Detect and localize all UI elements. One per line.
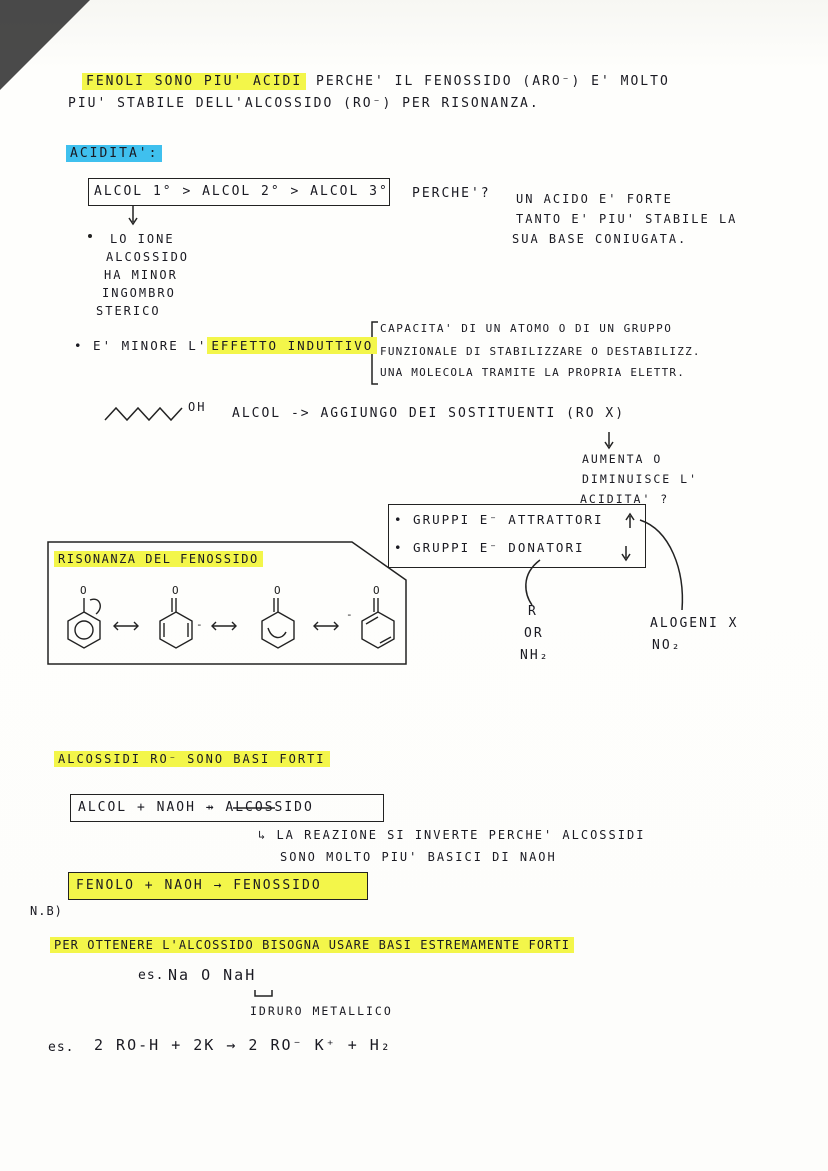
attractor-groups: • GRUPPI E⁻ ATTRATTORI [394,512,604,527]
why-question: PERCHE'? [412,186,491,201]
steric-2: ALCOSSIDO [106,250,190,264]
svg-text:O: O [172,584,179,597]
reaction-note-1: ↳ LA REAZIONE SI INVERTE PERCHE' ALCOSSIDI [258,828,646,842]
donor-groups: • GRUPPI E⁻ DONATORI [394,540,585,555]
donor-example-or: OR [524,626,544,641]
resonance-title-label: RISONANZA DEL FENOSSIDO [54,551,263,567]
oh-label: OH [188,400,207,414]
attractor-example-halogens: ALOGENI X [650,616,739,631]
steric-1: LO IONE [110,232,175,246]
donor-example-nh2: NH₂ [520,648,550,663]
intro-line-1-rest: PERCHE' IL FENOSSIDO (ARO⁻) E' MOLTO [316,74,670,89]
example-2: 2 RO-H + 2K → 2 RO⁻ K⁺ + H₂ [94,1036,392,1054]
nb-label: N.B) [30,904,63,918]
svg-text:O: O [80,584,87,597]
question-3: ACIDITA' ? [580,492,670,506]
inductive-def-1: CAPACITA' DI UN ATOMO O DI UN GRUPPO [380,322,673,335]
reaction-2: FENOLO + NAOH → FENOSSIDO [76,878,322,893]
example-1-label: es. [138,968,165,983]
reaction-note-2: SONO MOLTO PIU' BASICI DI NAOH [280,850,557,864]
inductive-def-2: FUNZIONALE DI STABILIZZARE O DESTABILIZZ. [380,345,701,358]
donor-example-r: R [528,604,538,619]
example-2-label: es. [48,1040,75,1055]
inductive-highlight: EFFETTO INDUTTIVO [207,337,377,354]
hydride-label: IDRURO METALLICO [250,1004,393,1018]
svg-text:O: O [373,584,380,597]
substituents-text: ALCOL -> AGGIUNGO DEI SOSTITUENTI (RO X) [232,406,626,421]
acid-rule-2: TANTO E' PIU' STABILE LA [516,212,738,226]
steric-5: STERICO [96,304,161,318]
inductive-def-3: UNA MOLECOLA TRAMITE LA PROPRIA ELETTR. [380,366,686,379]
question-2: DIMINUISCE L' [582,472,699,486]
acid-rule-3: SUA BASE CONIUGATA. [512,232,688,246]
alkoxide-heading-label: ALCOSSIDI RO⁻ SONO BASI FORTI [54,751,330,767]
intro-line-2: PIU' STABILE DELL'ALCOSSIDO (RO⁻) PER RISONANZA. [68,96,540,111]
reaction-1: ALCOL + NAOH ⇸ ALCOSSIDO [78,800,314,815]
inductive-prefix: • E' MINORE L' [74,338,208,353]
example-1: Na O NaH [168,966,257,984]
alcohol-order: ALCOL 1° > ALCOL 2° > ALCOL 3° [94,184,389,199]
strong-base-highlight: PER OTTENERE L'ALCOSSIDO BISOGNA USARE BASI ESTREMAMENTE FORTI [50,937,574,953]
attractor-example-no2: NO₂ [652,638,682,653]
alkoxide-heading [54,752,330,766]
acid-rule-1: UN ACIDO E' FORTE [516,192,673,206]
intro-highlight: FENOLI SONO PIU' ACIDI [82,73,306,90]
question-1: AUMENTA O [582,452,663,466]
acidity-heading-label: ACIDITA': [66,145,162,162]
svg-text:O: O [274,584,281,597]
steric-4: INGOMBRO [102,286,176,300]
steric-3: HA MINOR [104,268,178,282]
svg-text:-: - [196,618,203,631]
strong-base-line [50,938,574,952]
svg-text:-: - [346,608,353,621]
